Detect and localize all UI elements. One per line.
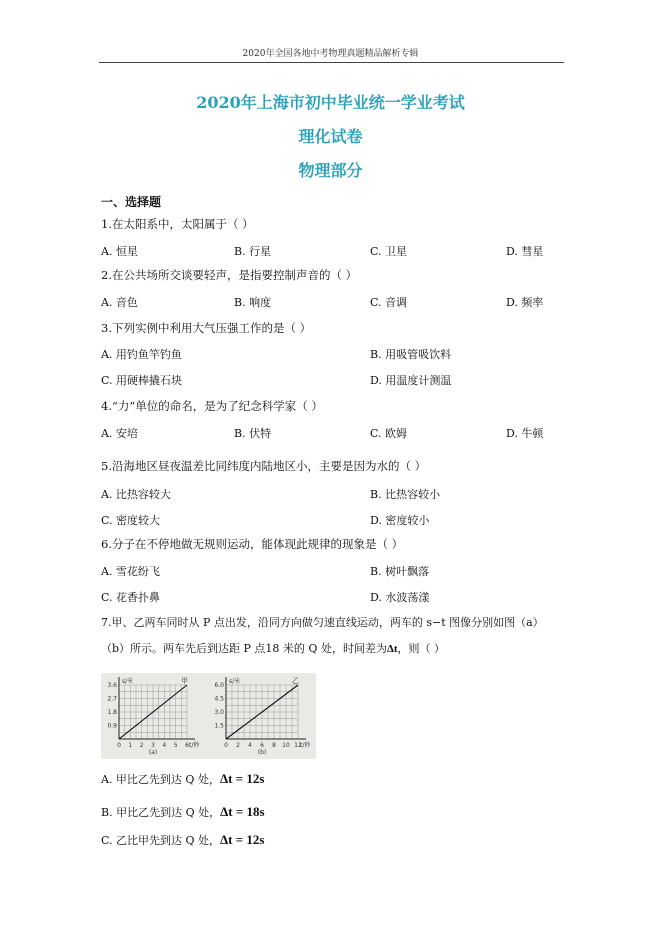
question-stem: 1.在太阳系中，太阳属于（ ）	[101, 217, 254, 231]
option: D. 频率	[506, 296, 544, 309]
option-value: Δt = 18s	[220, 804, 265, 819]
question-stem: 5.沿海地区昼夜温差比同纬度内陆地区小，主要是因为水的（ ）	[101, 459, 427, 473]
option: B. 行星	[234, 245, 272, 258]
paper-subtitle: 理化试卷	[298, 127, 363, 146]
option: C. 欧姆	[370, 427, 408, 440]
y-tick-label: 4.5	[214, 695, 224, 703]
question-stem: 7.甲、乙两车同时从 P 点出发，沿同方向做匀速直线运动，两车的 s−t 图像分别如图（a）	[101, 616, 544, 629]
option: A. 恒星	[101, 245, 138, 258]
option: B. 响度	[234, 296, 272, 309]
option	[101, 771, 264, 787]
st-graph-b	[206, 673, 316, 759]
option: C. 密度较大	[101, 514, 161, 527]
option: A. 音色	[101, 296, 138, 309]
option: C. 花香扑鼻	[101, 591, 161, 604]
option: A. 安培	[101, 427, 138, 440]
option: B. 树叶飘落	[370, 565, 430, 578]
delta-t-symbol: Δt	[386, 643, 398, 655]
y-axis-label: s/米	[122, 678, 134, 685]
series-label: 乙	[292, 677, 299, 685]
option: C. 用硬棒撬石块	[101, 374, 183, 387]
section-subtitle: 物理部分	[298, 161, 363, 180]
exam-title: 2020年上海市初中毕业统一学业考试	[196, 93, 465, 112]
section-heading: 一、选择题	[101, 195, 162, 209]
question-stem: 2.在公共场所交谈要轻声，是指要控制声音的（ ）	[101, 268, 358, 282]
figure-b	[206, 673, 316, 759]
x-axis-label: t/秒	[300, 742, 311, 749]
y-tick-label: 6.0	[214, 682, 224, 689]
y-tick-label: 2.7	[107, 695, 117, 703]
option: A. 比热容较大	[101, 488, 171, 501]
x-tick-label: 2	[236, 742, 240, 749]
x-tick-label: 10	[282, 742, 290, 749]
option: D. 用温度计测温	[370, 374, 452, 387]
y-tick-label: 1.8	[107, 709, 117, 716]
option: D. 彗星	[506, 245, 544, 258]
option-value: Δt = 12s	[219, 771, 265, 786]
x-tick-label: 3	[151, 742, 155, 749]
question-stem-continued	[101, 640, 445, 656]
option	[101, 832, 264, 848]
option	[101, 804, 265, 820]
y-tick-label: 3.6	[107, 682, 117, 689]
question-stem: 6.分子在不停地做无规则运动，能体现此规律的现象是（ ）	[101, 537, 404, 551]
option: D. 水波荡漾	[370, 591, 430, 604]
x-tick-label: 6	[185, 742, 189, 749]
x-tick-label: 2	[139, 742, 144, 749]
x-tick-label: 4	[162, 742, 167, 749]
x-tick-label: 1	[128, 742, 133, 749]
question-stem: 3.下列实例中利用大气压强工作的是（ ）	[101, 321, 312, 335]
y-tick-label: 1.5	[214, 722, 224, 730]
page-header: 2020年全国各地中考物理真题精品解析专辑	[242, 49, 419, 59]
option: C. 音调	[370, 296, 408, 309]
option: C. 卫星	[370, 245, 408, 258]
x-axis-label: t/秒	[189, 742, 200, 749]
option-text: B. 甲比乙先到达 Q 处，	[101, 806, 221, 819]
x-tick-label: 12	[294, 742, 302, 749]
option: D. 密度较小	[370, 514, 430, 527]
option: A. 用钓鱼竿钓鱼	[101, 348, 182, 361]
option: B. 伏特	[234, 427, 272, 440]
figure-caption: (a)	[148, 749, 158, 756]
x-tick-label: 6	[260, 742, 264, 749]
x-tick-label: 5	[173, 742, 178, 749]
option: A. 雪花纷飞	[101, 565, 160, 578]
stem-text: （b）所示。两车先后到达距 P 点18 米的 Q 处，时间差为	[101, 642, 387, 655]
header-rule	[99, 62, 564, 63]
y-axis-label: s/米	[229, 678, 241, 685]
x-tick-label: 4	[248, 742, 252, 749]
x-tick-label: 8	[272, 742, 276, 749]
option-text: A. 甲比乙先到达 Q 处，	[101, 773, 220, 786]
figure-a	[101, 673, 206, 759]
option: B. 用吸管吸饮料	[370, 348, 452, 361]
option-value: Δt = 12s	[220, 832, 265, 847]
question-stem: 4.“力”单位的命名，是为了纪念科学家（ ）	[101, 399, 323, 413]
st-graph-a	[101, 673, 206, 759]
y-tick-label: 3.0	[214, 709, 224, 716]
option: D. 牛顿	[506, 427, 544, 440]
option: B. 比热容较小	[370, 488, 441, 501]
x-tick-label: 0	[117, 742, 121, 749]
series-label: 甲	[181, 677, 188, 685]
y-tick-label: 0.9	[107, 722, 117, 730]
x-tick-label: 0	[224, 742, 228, 749]
stem-text: ，则（ ）	[397, 642, 446, 655]
option-text: C. 乙比甲先到达 Q 处，	[101, 834, 221, 847]
figure-caption: (b)	[257, 749, 267, 756]
